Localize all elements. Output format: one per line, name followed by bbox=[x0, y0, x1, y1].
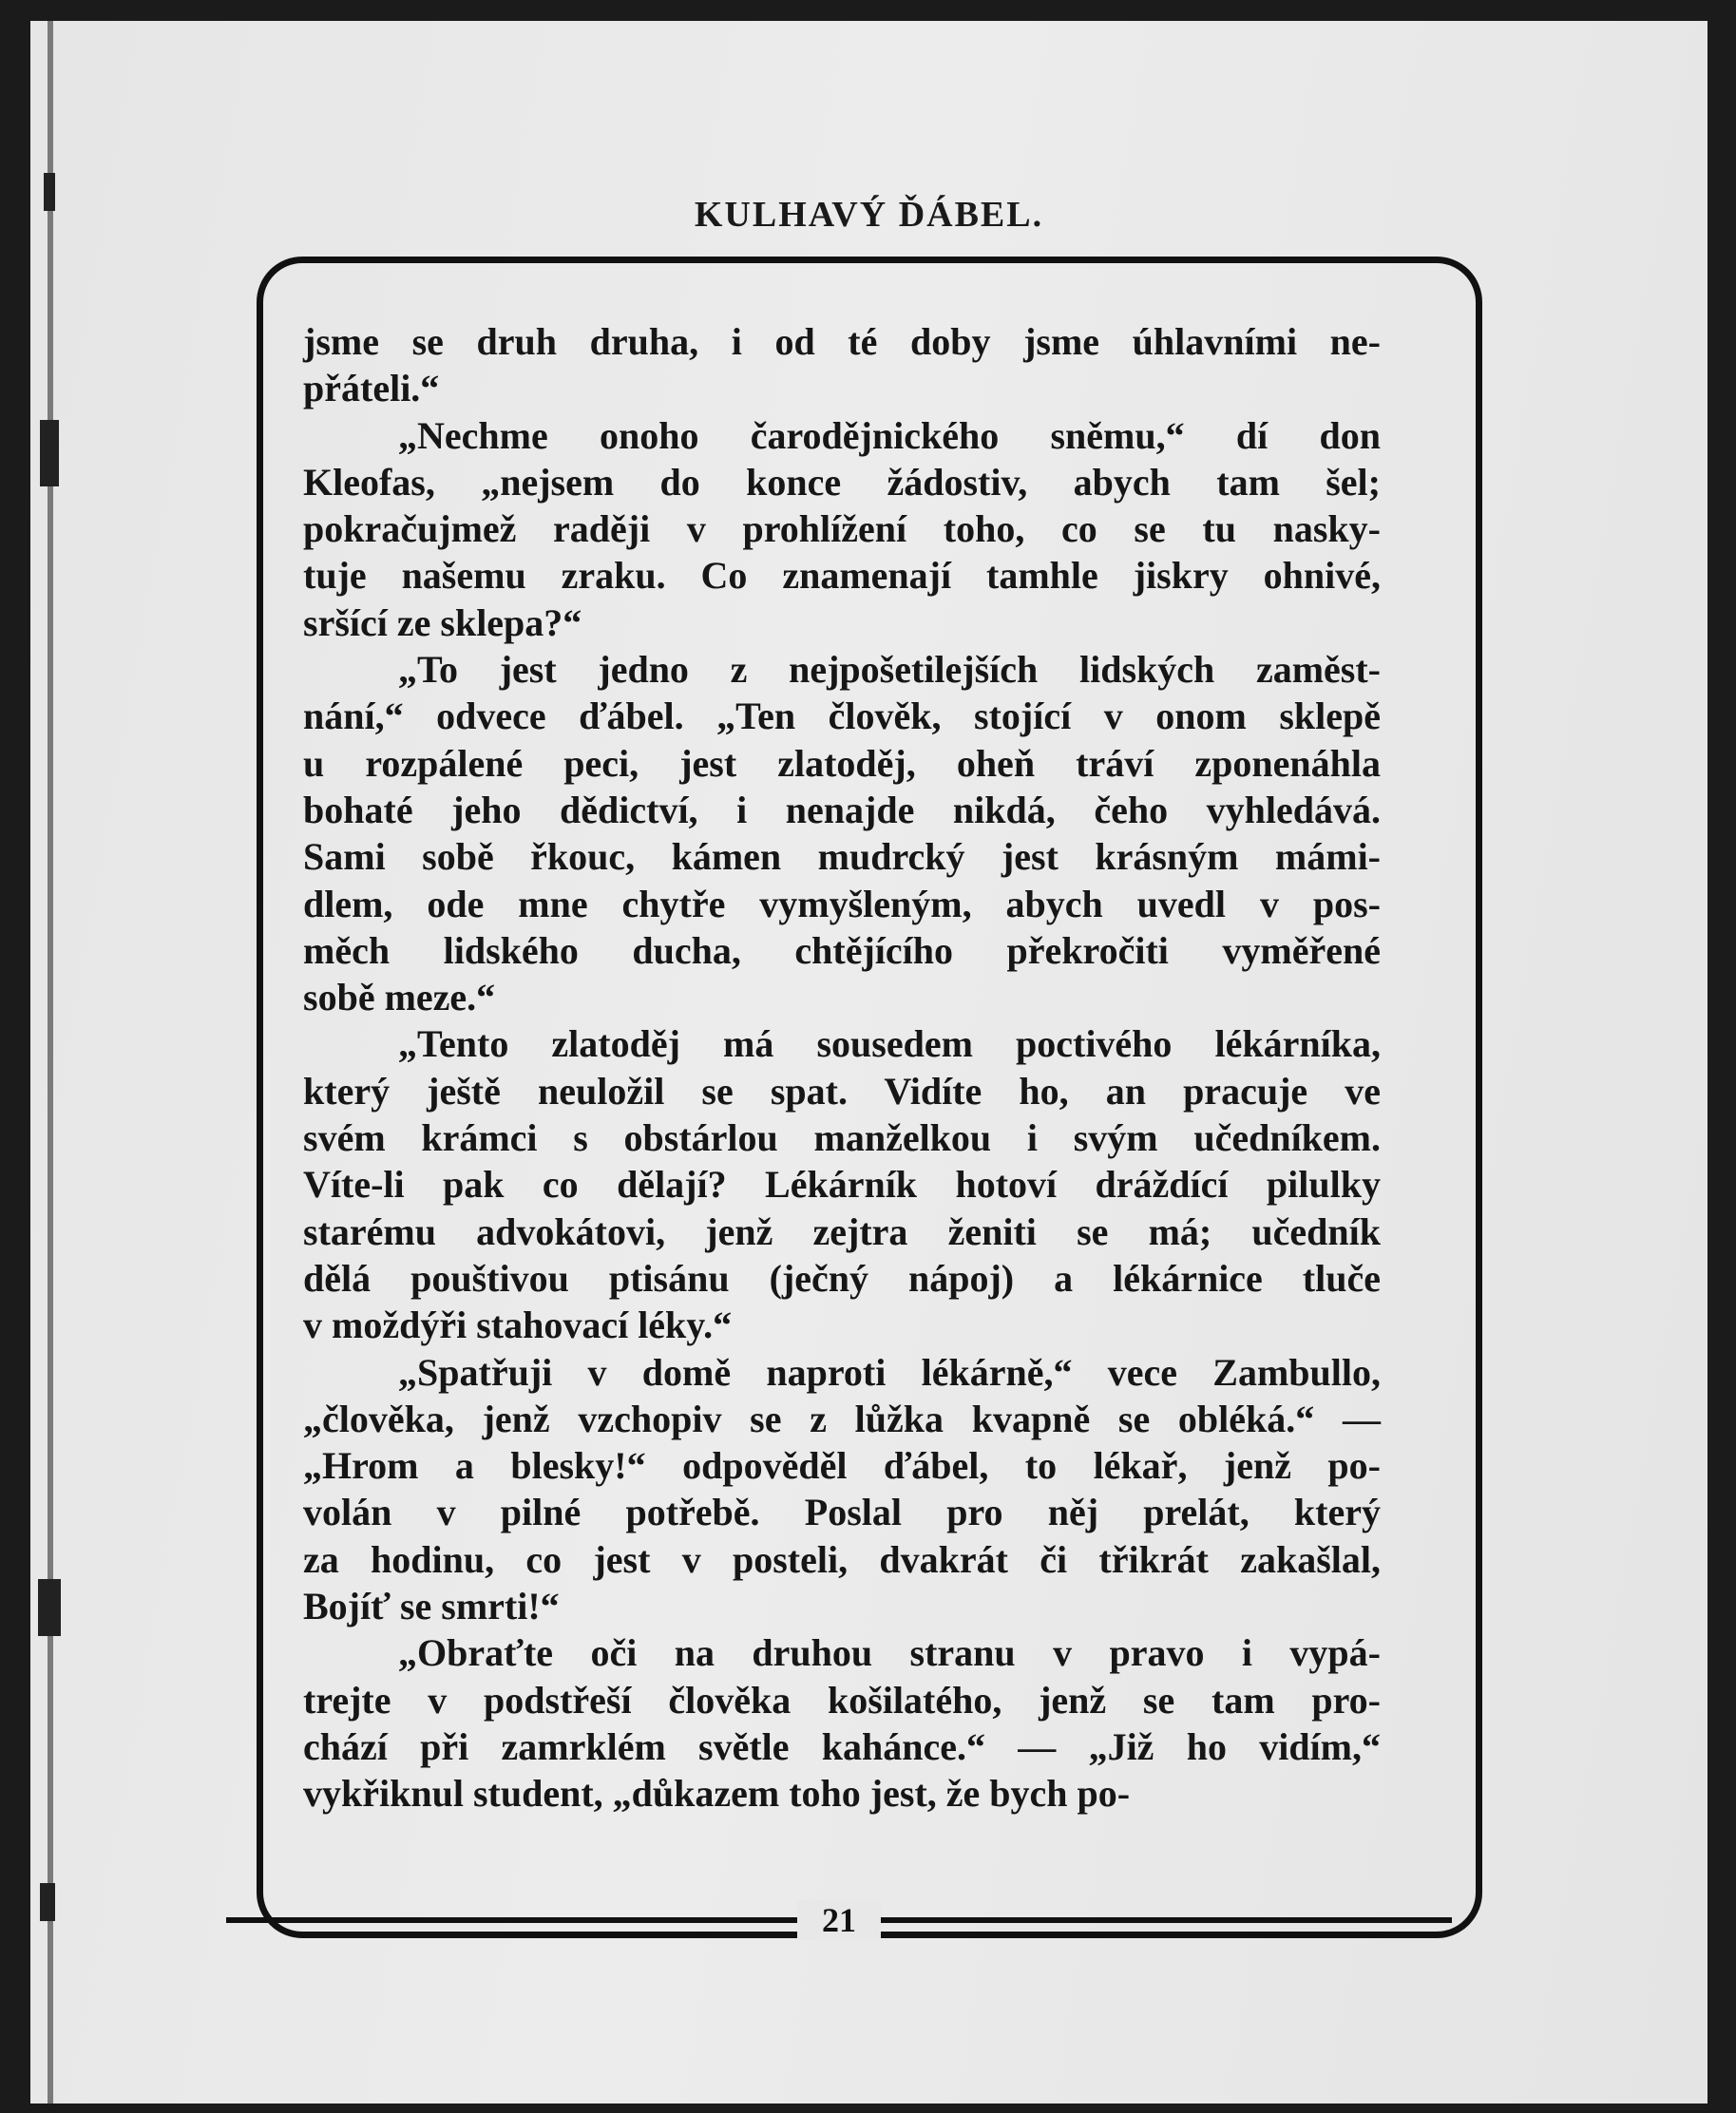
body-text bbox=[303, 318, 1381, 1818]
text-line: bohaté jeho dědictví, i nenajde nikdá, čeho vyhledává. bbox=[303, 788, 1381, 831]
binding-mark bbox=[38, 1579, 61, 1636]
text-line: dlem, ode mne chytře vymyšleným, abych uvedl v pos- bbox=[303, 882, 1381, 925]
paragraph bbox=[303, 1020, 1381, 1348]
text-line: „Hrom a blesky!“ odpověděl ďábel, to lékař, jenž po- bbox=[303, 1444, 1381, 1488]
text-line: za hodinu, co jest v posteli, dvakrát či třikrát zakašlal, bbox=[303, 1537, 1381, 1581]
folio bbox=[226, 1894, 1452, 1947]
text-line: nání,“ odvece ďábel. „Ten člověk, stojící v onom sklepě bbox=[303, 695, 1381, 738]
text-line: měch lidského ducha, chtějícího překročiti vyměřené bbox=[303, 928, 1381, 972]
text-line: „Nechme onoho čarodějnického sněmu,“ dí don bbox=[398, 413, 1381, 457]
paragraph bbox=[303, 1629, 1381, 1817]
text-line: u rozpálené peci, jest zlatoděj, oheň tráví zponenáhla bbox=[303, 741, 1381, 785]
text-line: „Tento zlatoděj má sousedem poctivého lékárníka, bbox=[398, 1022, 1381, 1066]
text-line: „Obraťte oči na druhou stranu v pravo i vypá- bbox=[398, 1631, 1381, 1675]
text-line: tuje našemu zraku. Co znamenají tamhle jiskry ohnivé, bbox=[303, 554, 1381, 598]
page-number: 21 bbox=[797, 1900, 881, 1940]
paragraph bbox=[303, 412, 1381, 646]
binding-mark bbox=[40, 1883, 55, 1921]
text-line: „Spatřuji v domě naproti lékárně,“ vece Zambullo, bbox=[398, 1350, 1381, 1394]
text-line: jsme se druh druha, i od té doby jsme úhlavními ne- bbox=[303, 320, 1381, 363]
text-line: Víte-li pak co dělají? Lékárník hotoví dráždící pilulky bbox=[303, 1163, 1381, 1207]
text-line: sršící ze sklepa?“ bbox=[303, 600, 582, 644]
text-line: Sami sobě řkouc, kámen mudrcký jest krásným mámi- bbox=[303, 835, 1381, 879]
text-line: sobě meze.“ bbox=[303, 976, 496, 1019]
paragraph bbox=[303, 646, 1381, 1020]
text-line: „To jest jedno z nejpošetilejších lidských zaměst- bbox=[398, 648, 1381, 692]
paragraph bbox=[303, 318, 1381, 412]
text-line: dělá pouštivou ptisánu (ječný nápoj) a lékárnice tluče bbox=[303, 1256, 1381, 1300]
text-line: svém krámci s obstárlou manželkou i svým učedníkem. bbox=[303, 1116, 1381, 1160]
text-line: v moždýři stahovací léky.“ bbox=[303, 1304, 733, 1347]
text-line: Kleofas, „nejsem do konce žádostiv, abych tam šel; bbox=[303, 460, 1381, 504]
paragraph bbox=[303, 1349, 1381, 1630]
text-line: chází při zamrklém světle kahánce.“ — „Již ho vidím,“ bbox=[303, 1724, 1381, 1768]
running-title: KULHAVÝ ĎÁBEL. bbox=[694, 195, 1044, 235]
text-line: Bojíť se smrti!“ bbox=[303, 1585, 560, 1628]
text-line: trejte v podstřeší člověka košilatého, jenž se tam pro- bbox=[303, 1678, 1381, 1722]
text-line: přáteli.“ bbox=[303, 367, 440, 410]
text-line: který ještě neuložil se spat. Vidíte ho, an pracuje ve bbox=[303, 1069, 1381, 1113]
text-line: starému advokátovi, jenž zejtra ženiti se má; učedník bbox=[303, 1209, 1381, 1253]
binding-mark bbox=[40, 420, 59, 486]
text-line: vykřiknul student, „důkazem toho jest, že bych po- bbox=[303, 1772, 1131, 1816]
folio-rule-right bbox=[881, 1917, 1452, 1923]
text-line: „člověka, jenž vzchopiv se z lůžka kvapně se obléká.“ — bbox=[303, 1397, 1381, 1440]
binding-spine bbox=[48, 21, 53, 2103]
text-line: volán v pilné potřebě. Poslal pro něj prelát, který bbox=[303, 1491, 1381, 1534]
text-line: pokračujmež raději v prohlížení toho, co se tu nasky- bbox=[303, 507, 1381, 551]
folio-rule-left bbox=[226, 1917, 797, 1923]
